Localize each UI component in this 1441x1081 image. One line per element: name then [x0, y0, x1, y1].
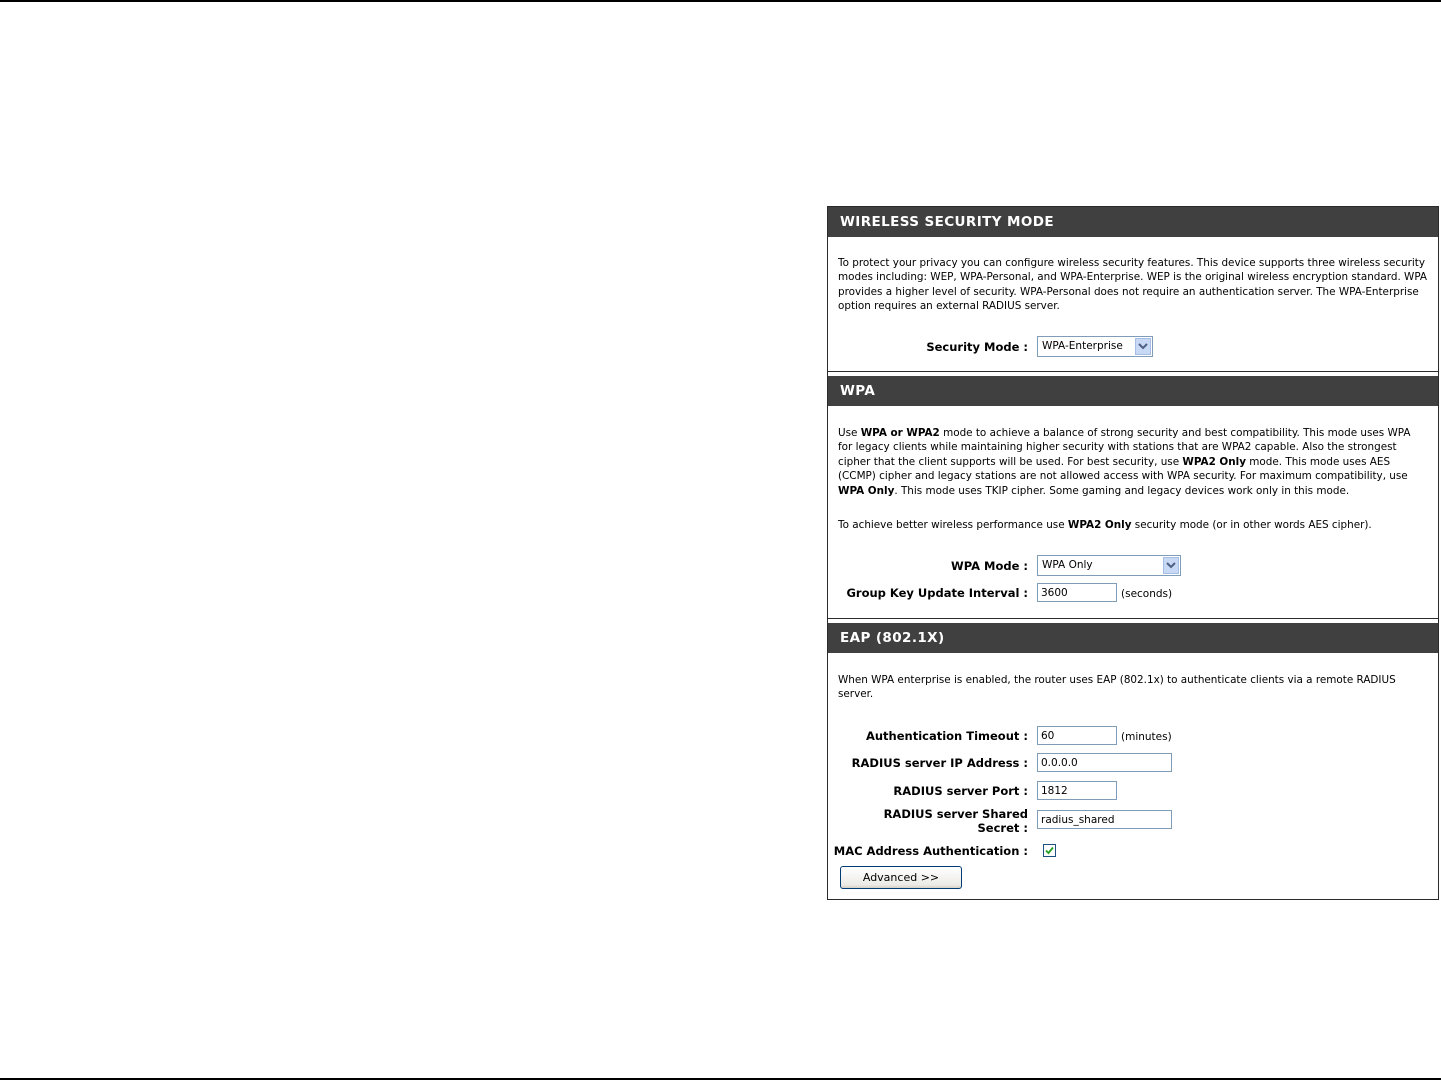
section-header-wireless-security-mode: WIRELESS SECURITY MODE: [828, 207, 1438, 237]
wireless-settings-panel: [827, 206, 1439, 900]
wpa-mode-value: WPA Only: [1042, 559, 1093, 571]
security-mode-select[interactable]: [1037, 336, 1153, 357]
authentication-timeout-label: Authentication Timeout :: [865, 729, 1028, 743]
section-header-eap: EAP (802.1X): [828, 623, 1438, 653]
bottom-rule: [0, 1078, 1441, 1080]
eap-description: When WPA enterprise is enabled, the router uses EAP (802.1x) to authenticate clients via a remote RADIUS server.: [838, 674, 1396, 701]
group-key-unit: (seconds): [1121, 588, 1173, 600]
group-key-update-interval-input[interactable]: [1037, 583, 1117, 602]
wpa-description: Use WPA or WPA2 mode to achieve a balance of strong security and best compatibility. This mode uses WPA for legacy clients while maintaining higher security with stations that are WPA2 capable. Also the strongest cipher that the client supports will be used. For best security, use WPA2 Only mode. This mode uses AES (CCMP) cipher and legacy stations are not allowed access with WPA security. For maximum compatibility, use WPA Only. This mode uses TKIP cipher. Some gaming and legacy devices work only in this mode.: [838, 427, 1411, 497]
advanced-button[interactable]: Advanced >>: [840, 866, 962, 889]
wpa-mode-label: WPA Mode :: [951, 559, 1028, 573]
radius-port-input[interactable]: [1037, 781, 1117, 800]
wpa-mode-select[interactable]: [1037, 555, 1181, 576]
section-divider: [828, 371, 1438, 372]
chevron-down-icon[interactable]: [1163, 557, 1179, 574]
authentication-timeout-unit: (minutes): [1121, 731, 1172, 743]
wireless-security-description: To protect your privacy you can configure wireless security features. This device supports three wireless security modes including: WEP, WPA-Personal, and WPA-Enterprise. WEP is the original wireless encryption standard. WPA provides a higher level of security. WPA-Personal does not require an authentication server. The WPA-Enterprise option requires an external RADIUS server.: [838, 257, 1428, 313]
section-header-wpa: WPA: [828, 376, 1438, 406]
wpa-performance-note: To achieve better wireless performance use WPA2 Only security mode (or in other words AES cipher).: [838, 519, 1372, 531]
radius-shared-secret-label: RADIUS server Shared Secret :: [883, 807, 1028, 835]
mac-address-authentication-label: MAC Address Authentication :: [833, 844, 1028, 858]
section-divider: [828, 618, 1438, 619]
radius-ip-address-input[interactable]: [1037, 753, 1172, 772]
mac-address-authentication-checkbox[interactable]: [1043, 844, 1056, 857]
group-key-update-interval-label: Group Key Update Interval :: [846, 586, 1028, 600]
top-rule: [0, 0, 1441, 2]
checkmark-icon: [1045, 846, 1054, 855]
authentication-timeout-input[interactable]: [1037, 726, 1117, 745]
radius-shared-secret-input[interactable]: [1037, 810, 1172, 829]
chevron-down-icon[interactable]: [1135, 338, 1151, 355]
security-mode-label: Security Mode :: [926, 340, 1028, 354]
radius-port-label: RADIUS server Port :: [893, 784, 1028, 798]
radius-ip-address-label: RADIUS server IP Address :: [851, 756, 1028, 770]
security-mode-value: WPA-Enterprise: [1042, 340, 1123, 352]
